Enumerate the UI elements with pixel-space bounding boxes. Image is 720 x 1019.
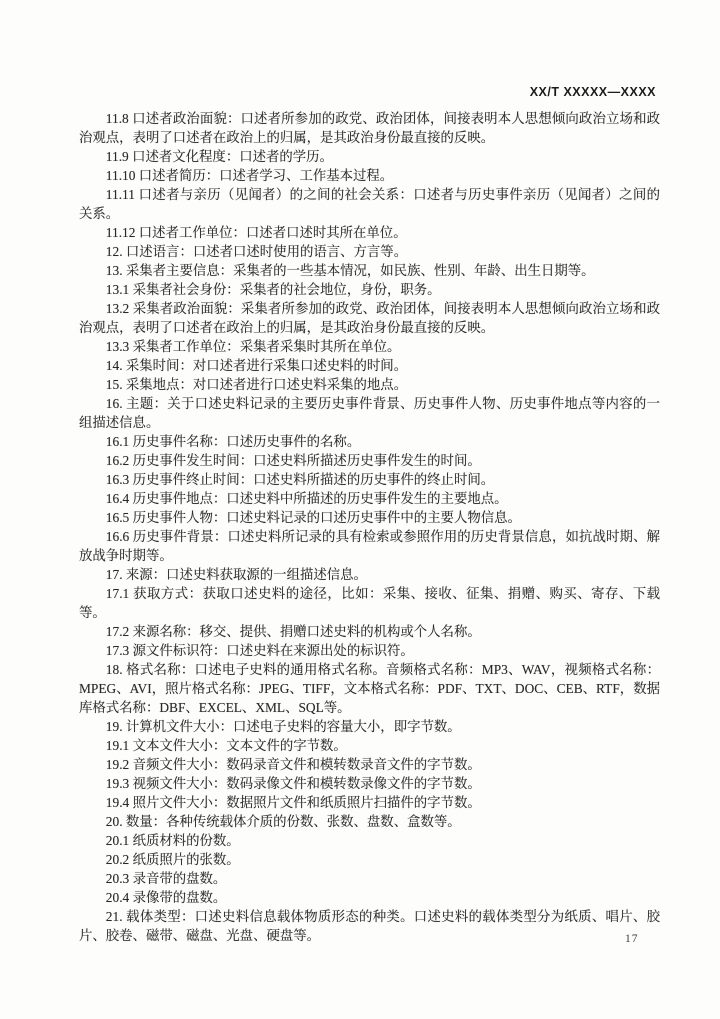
paragraph: 13.3 采集者工作单位：采集者采集时其所在单位。	[105, 339, 401, 354]
paragraph: 19.1 文本文件大小：文本文件的字节数。	[105, 738, 347, 753]
paragraph: 16.2 历史事件发生时间：口述史料所描述历史事件发生的时间。	[105, 453, 481, 468]
paragraph: 14. 采集时间：对口述者进行采集口述史料的时间。	[105, 358, 408, 373]
paragraph: 12. 口述语言：口述者口述时使用的语言、方言等。	[105, 244, 408, 259]
paragraph: 17.3 源文件标识符：口述史料在来源出处的标识符。	[105, 643, 414, 658]
paragraph: 16.6 历史事件背景：口述史料所记录的具有检索或参照作用的历史背景信息，如抗战时期、解放战争时期等。	[79, 529, 660, 563]
paragraph: 19.3 视频文件大小：数码录像文件和模转数录像文件的字节数。	[105, 776, 481, 791]
paragraph: 20.3 录音带的盘数。	[105, 871, 227, 886]
paragraph: 13.1 采集者社会身份：采集者的社会地位，身份，职务。	[105, 282, 441, 297]
paragraph: 19.4 照片文件大小：数据照片文件和纸质照片扫描件的字节数。	[105, 795, 481, 810]
paragraph: 16.5 历史事件人物：口述史料记录的口述历史事件中的主要人物信息。	[105, 510, 521, 525]
paragraph: 17. 来源：口述史料获取源的一组描述信息。	[105, 567, 367, 582]
paragraph: 20.4 录像带的盘数。	[105, 890, 227, 905]
standard-number-header: XX/T XXXXX—XXXX	[529, 85, 656, 99]
paragraph: 11.12 口述者工作单位：口述者口述时其所在单位。	[105, 225, 407, 240]
paragraph: 20.2 纸质照片的张数。	[105, 852, 240, 867]
document-body	[79, 109, 660, 945]
paragraph: 11.10 口述者简历：口述者学习、工作基本过程。	[105, 168, 394, 183]
paragraph: 11.11 口述者与亲历（见闻者）的之间的社会关系：口述者与历史事件亲历（见闻者）之间的关系。	[79, 187, 660, 221]
paragraph: 17.2 来源名称：移交、提供、捐赠口述史料的机构或个人名称。	[105, 624, 481, 639]
paragraph: 11.9 口述者文化程度：口述者的学历。	[105, 149, 333, 164]
paragraph: 16.4 历史事件地点：口述史料中所描述的历史事件发生的主要地点。	[105, 491, 508, 506]
paragraph: 16. 主题：关于口述史料记录的主要历史事件背景、历史事件人物、历史事件地点等内容的一组描述信息。	[79, 396, 660, 430]
paragraph: 21. 载体类型：口述史料信息载体物质形态的种类。口述史料的载体类型分为纸质、唱片、胶片、胶卷、磁带、磁盘、光盘、硬盘等。	[79, 909, 660, 943]
paragraph: 13.2 采集者政治面貌：采集者所参加的政党、政治团体，间接表明本人思想倾向政治立场和政治观点，表明了口述者在政治上的归属，是其政治身份最直接的反映。	[79, 301, 660, 335]
paragraph: 11.8 口述者政治面貌：口述者所参加的政党、政治团体，间接表明本人思想倾向政治立场和政治观点，表明了口述者在政治上的归属，是其政治身份最直接的反映。	[79, 111, 660, 145]
paragraph: 18. 格式名称：口述电子史料的通用格式名称。音频格式名称：MP3、WAV，视频格式名称：MPEG、AVI，照片格式名称：JPEG、TIFF，文本格式名称：PDF、TXT、DOC、CEB、RTF，数据库格式名称：DBF、EXCEL、XML、SQL等。	[79, 662, 660, 715]
paragraph: 17.1 获取方式：获取口述史料的途径，比如：采集、接收、征集、捐赠、购买、寄存、下载等。	[79, 586, 660, 620]
paragraph: 15. 采集地点：对口述者进行口述史料采集的地点。	[105, 377, 408, 392]
paragraph: 19. 计算机文件大小：口述电子史料的容量大小，即字节数。	[105, 719, 461, 734]
paragraph: 16.3 历史事件终止时间：口述史料所描述的历史事件的终止时间。	[105, 472, 495, 487]
paragraph: 19.2 音频文件大小：数码录音文件和模转数录音文件的字节数。	[105, 757, 481, 772]
paragraph: 13. 采集者主要信息：采集者的一些基本情况，如民族、性别、年龄、出生日期等。	[105, 263, 595, 278]
paragraph: 16.1 历史事件名称：口述历史事件的名称。	[105, 434, 361, 449]
page-number: 17	[625, 933, 639, 945]
paragraph: 20. 数量：各种传统载体介质的份数、张数、盘数、盒数等。	[105, 814, 461, 829]
paragraph: 20.1 纸质材料的份数。	[105, 833, 240, 848]
